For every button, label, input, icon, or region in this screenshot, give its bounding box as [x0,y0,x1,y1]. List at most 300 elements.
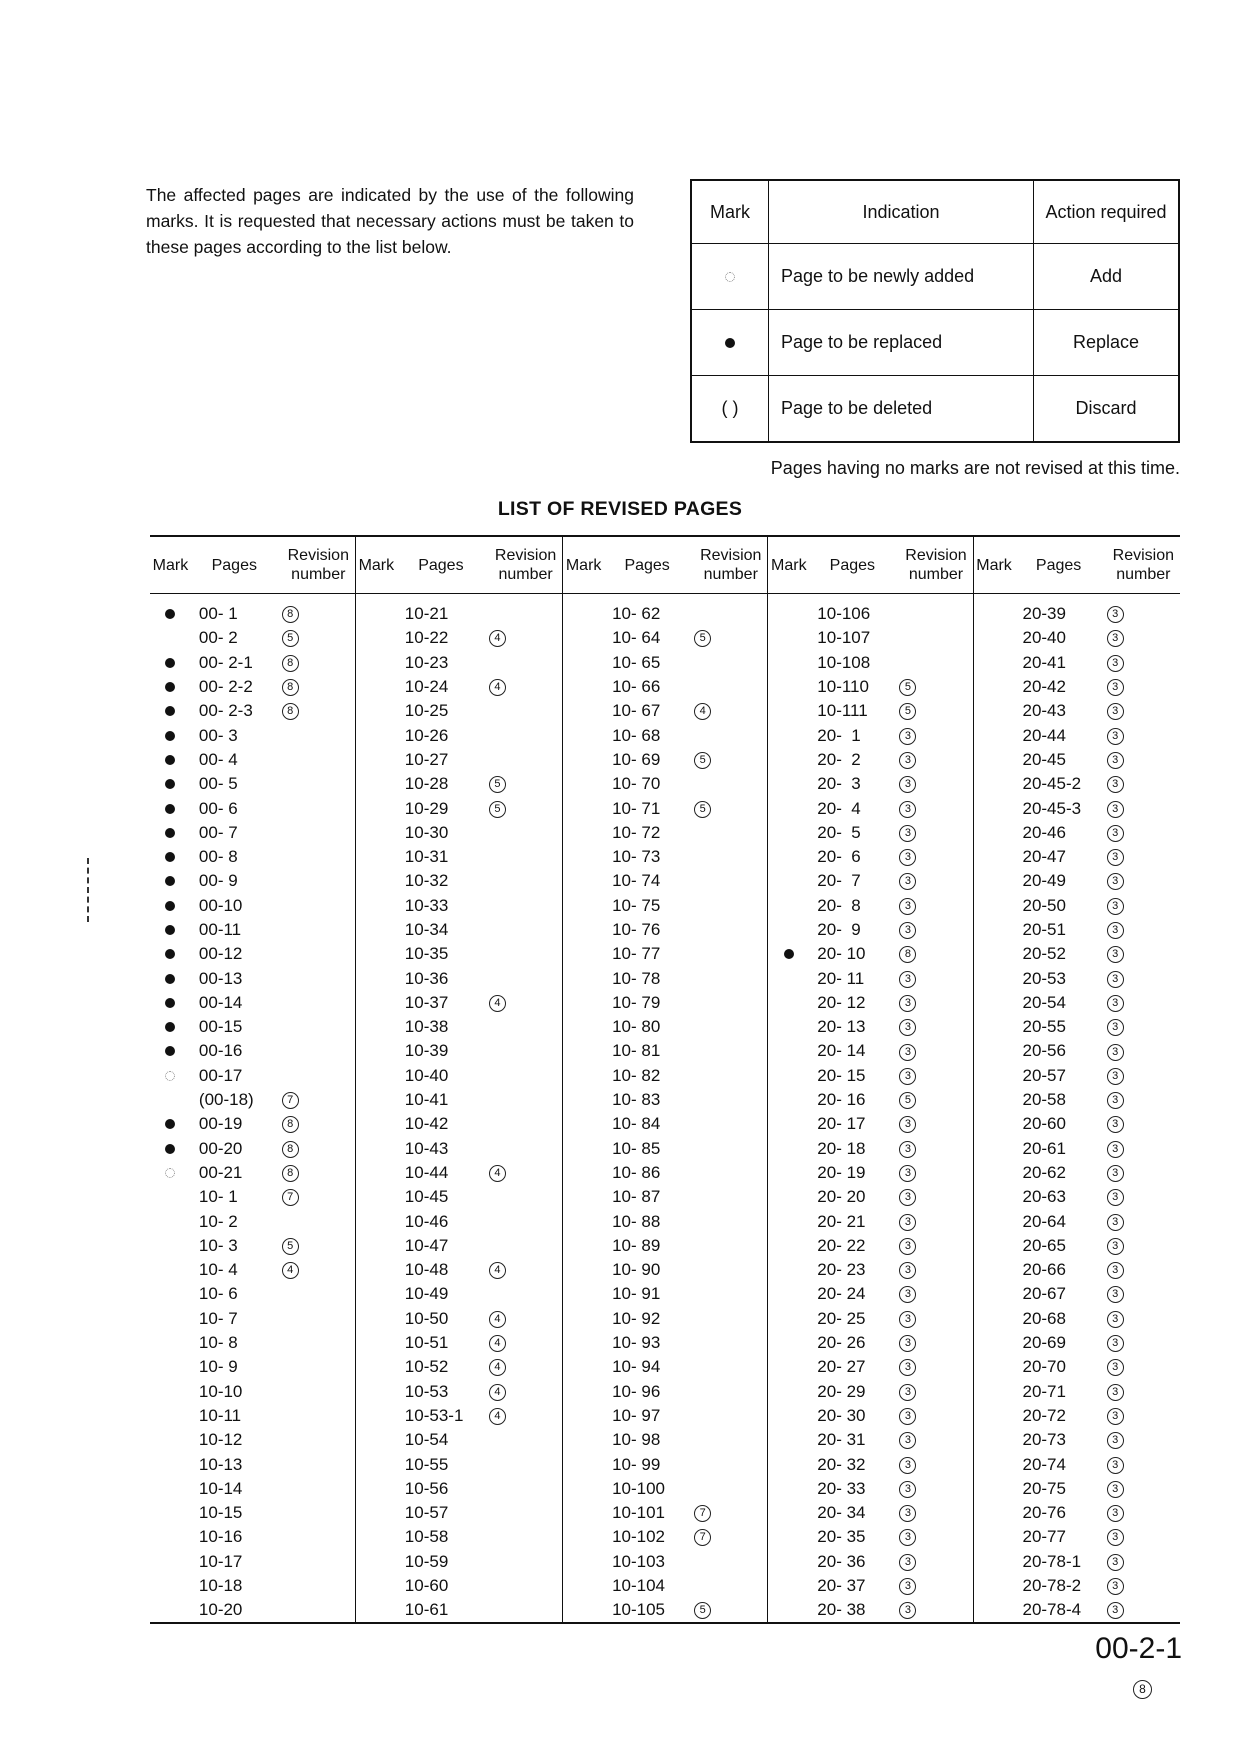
row-revision [477,1598,563,1623]
header-revision-3 [682,536,768,594]
table-row [150,1380,1180,1404]
row-revision [1095,1282,1180,1306]
row-mark [768,1355,809,1379]
row-revision [887,942,973,966]
row-revision [477,1064,563,1088]
legend-row-add [691,244,1179,310]
row-page: 10- 6 [198,1284,238,1304]
row-revision [477,1185,563,1209]
row-mark [768,1452,809,1476]
row-page: 10-14 [198,1478,243,1498]
revision-number-circle: 5 [899,679,916,696]
row-mark [150,918,191,942]
revision-number-circle: 3 [1107,1384,1124,1401]
row-mark [355,966,396,990]
row-mark [563,991,604,1015]
row-mark [150,594,191,627]
row-revision [887,869,973,893]
revision-number-circle: 3 [1107,1602,1124,1619]
row-page: 20-41 [1022,652,1066,672]
row-revision [477,1307,563,1331]
revision-number-circle: 3 [899,922,916,939]
table-row [150,1501,1180,1525]
row-mark [973,675,1014,699]
table-row [150,1258,1180,1282]
row-mark [355,1064,396,1088]
table-row [150,626,1180,650]
legend-mark-add [691,244,769,310]
row-page: 20-51 [1022,920,1066,939]
row-mark [973,1112,1014,1136]
row-revision [270,1355,356,1379]
row-revision [270,748,356,772]
row-revision [477,1088,563,1112]
row-mark [563,966,604,990]
row-mark [563,1015,604,1039]
table-row [150,991,1180,1015]
row-revision [270,1380,356,1404]
row-revision [1095,1185,1180,1209]
revision-number-circle: 3 [899,1019,916,1036]
row-page: 20- 31 [817,1430,866,1450]
header-revision-line1: Revision [287,547,349,564]
row-page: 20-65 [1022,1235,1066,1255]
row-mark [768,869,809,893]
table-row [150,1598,1180,1623]
row-mark [768,845,809,869]
header-mark-1: Mark [150,536,191,594]
row-mark [563,1064,604,1088]
row-mark [150,1477,191,1501]
revision-number-circle: 3 [1107,1481,1124,1498]
revision-number-circle: 3 [1107,776,1124,793]
row-page: 10-51 [404,1333,449,1353]
row-revision [1095,1428,1180,1452]
bullet-dot-icon [165,779,175,789]
row-revision [682,1209,768,1233]
row-mark [973,1550,1014,1574]
header-pages-5: Pages [1014,536,1094,594]
row-page: 10-26 [404,725,449,745]
row-mark [563,1258,604,1282]
row-page: 20- 34 [817,1503,866,1523]
row-revision [682,748,768,772]
header-revision-1 [270,536,356,594]
row-mark [563,1137,604,1161]
row-page: 10- 74 [612,871,661,891]
row-revision [887,845,973,869]
row-mark [150,699,191,723]
row-revision [270,821,356,845]
row-page: 20- 29 [817,1381,866,1401]
row-mark [150,1064,191,1088]
bullet-dot-icon [165,731,175,741]
row-page: 10-55 [404,1454,449,1474]
row-mark [355,942,396,966]
table-row [150,1185,1180,1209]
row-page: 10-20 [198,1600,243,1620]
row-page: 00- 8 [198,847,238,867]
hollow-circle-icon [725,272,735,282]
row-mark [563,1598,604,1623]
row-revision [1095,796,1180,820]
row-page: 20-60 [1022,1114,1066,1134]
revision-number-circle: 3 [899,801,916,818]
row-page: 10- 67 [612,701,661,721]
row-page: 10-52 [404,1357,449,1377]
row-mark [150,1234,191,1258]
row-page: 20- 33 [817,1478,866,1498]
bullet-dot-icon [165,755,175,765]
row-mark [563,845,604,869]
row-mark [355,699,396,723]
row-page: 20- 36 [817,1551,866,1571]
row-page: 20-46 [1022,822,1066,842]
row-page: 10-48 [404,1260,449,1280]
row-revision [1095,594,1180,627]
row-revision [1095,626,1180,650]
header-mark-4: Mark [768,536,809,594]
row-mark [150,1161,191,1185]
page-revision-circle: 8 [1133,1680,1152,1699]
row-mark [563,626,604,650]
row-mark [768,1088,809,1112]
row-page: 20- 14 [817,1041,866,1061]
row-page: 00-16 [198,1041,243,1061]
row-revision [477,918,563,942]
row-revision [477,1574,563,1598]
row-page: 20-52 [1022,944,1066,964]
row-mark [973,723,1014,747]
table-row [150,699,1180,723]
row-revision [270,1525,356,1549]
row-mark [355,821,396,845]
row-mark [973,942,1014,966]
row-mark [973,748,1014,772]
row-mark [355,1137,396,1161]
row-mark [355,1355,396,1379]
row-mark [355,772,396,796]
row-page: 20- 16 [817,1090,866,1110]
row-mark [150,675,191,699]
row-revision [682,1234,768,1258]
revision-number-circle: 3 [899,1286,916,1303]
revision-number-circle: 5 [694,752,711,769]
row-mark [973,1404,1014,1428]
table-row [150,869,1180,893]
row-revision [477,1428,563,1452]
row-revision [682,594,768,627]
row-page: 10-36 [404,968,449,988]
revision-number-circle: 4 [489,995,506,1012]
row-page: 20-73 [1022,1430,1066,1450]
row-page: 10-40 [404,1065,449,1085]
revision-number-circle: 3 [1107,1165,1124,1182]
row-page: 10-16 [198,1527,243,1547]
row-revision [1095,1112,1180,1136]
revision-number-circle: 3 [899,752,916,769]
row-mark [355,1112,396,1136]
row-mark [563,748,604,772]
row-revision [887,821,973,845]
row-page: 20-56 [1022,1041,1066,1061]
row-revision [682,1015,768,1039]
row-revision [477,699,563,723]
row-mark [973,1380,1014,1404]
row-revision [1095,1598,1180,1623]
table-row [150,748,1180,772]
row-mark [150,1137,191,1161]
row-revision [1095,1331,1180,1355]
header-revision-5 [1095,536,1180,594]
table-row [150,942,1180,966]
legend-row-replace [691,310,1179,376]
row-mark [563,1161,604,1185]
row-revision [887,1355,973,1379]
bullet-dot-icon [165,852,175,862]
row-revision [270,845,356,869]
row-page: 10-21 [404,604,449,624]
row-page: 20-76 [1022,1503,1066,1523]
row-revision [682,918,768,942]
row-revision [887,796,973,820]
row-page: 10- 7 [198,1308,238,1328]
row-revision [1095,1234,1180,1258]
table-row [150,1428,1180,1452]
table-row [150,918,1180,942]
row-page: 20-75 [1022,1478,1066,1498]
row-revision [1095,1404,1180,1428]
row-page: 20- 10 [817,944,866,964]
row-page: 10-56 [404,1478,449,1498]
row-mark [355,1015,396,1039]
row-mark [768,942,809,966]
row-mark [355,845,396,869]
row-revision [270,1428,356,1452]
row-page: 20- 9 [817,920,861,939]
row-revision [682,1258,768,1282]
row-page: 10-11 [198,1405,242,1425]
row-page: 10-104 [612,1576,666,1596]
revision-number-circle: 8 [282,1165,299,1182]
row-revision [682,1380,768,1404]
header-revision-line2: number [291,566,346,583]
revision-number-circle: 3 [899,849,916,866]
row-revision [887,1404,973,1428]
bullet-dot-icon [165,609,175,619]
revision-number-circle: 5 [694,801,711,818]
row-revision [887,1161,973,1185]
revision-number-circle: 4 [489,1359,506,1376]
bullet-dot-icon [165,998,175,1008]
header-mark-3: Mark [563,536,604,594]
row-revision [1095,1209,1180,1233]
row-mark [355,1404,396,1428]
legend-indication-replace: Page to be replaced [769,310,1034,376]
row-revision [270,1209,356,1233]
row-mark [768,1039,809,1063]
row-mark [563,1550,604,1574]
legend-action-replace: Replace [1034,310,1180,376]
row-mark [150,1015,191,1039]
revision-number-circle: 3 [1107,1044,1124,1061]
row-mark [973,1355,1014,1379]
revision-number-circle: 8 [282,1141,299,1158]
row-revision [682,1404,768,1428]
row-page: 20-69 [1022,1333,1066,1353]
row-mark [973,772,1014,796]
hollow-circle-icon [165,1168,175,1178]
table-row [150,1355,1180,1379]
table-row [150,1039,1180,1063]
row-mark [563,675,604,699]
row-revision [682,1525,768,1549]
row-mark [150,1209,191,1233]
row-page: 10-108 [817,652,871,672]
row-page: 20-64 [1022,1211,1066,1231]
row-mark [355,1380,396,1404]
row-revision [270,796,356,820]
row-mark [768,1015,809,1039]
row-revision [270,1161,356,1185]
revision-number-circle: 3 [899,1359,916,1376]
row-revision [887,699,973,723]
table-row [150,675,1180,699]
row-page: 10-100 [612,1478,666,1498]
revised-pages-table [150,535,1180,1624]
row-page: 00-21 [198,1162,243,1182]
legend-action-delete: Discard [1034,376,1180,443]
row-revision [477,723,563,747]
row-page: 10- 94 [612,1357,661,1377]
row-mark [973,1209,1014,1233]
row-mark [973,1331,1014,1355]
revision-number-circle: 3 [899,1189,916,1206]
row-mark [150,1112,191,1136]
row-revision [682,1137,768,1161]
row-mark [150,845,191,869]
row-revision [477,1404,563,1428]
row-page: 00- 2-1 [198,652,253,672]
row-page: 20-61 [1022,1138,1066,1158]
revision-number-circle: 3 [899,1578,916,1595]
table-row [150,1161,1180,1185]
row-mark [355,1209,396,1233]
row-revision [682,1039,768,1063]
row-page: 10-27 [404,749,449,769]
row-mark [973,1258,1014,1282]
row-revision [477,894,563,918]
row-page: 10- 90 [612,1260,661,1280]
row-page: 00-17 [198,1065,243,1085]
row-page: 10- 78 [612,968,661,988]
row-mark [768,1209,809,1233]
legend-indication-add: Page to be newly added [769,244,1034,310]
row-page: 10-47 [404,1235,449,1255]
revision-number-circle: 4 [489,1384,506,1401]
row-page: 20-70 [1022,1357,1066,1377]
row-page: 10-107 [817,628,871,648]
row-revision [270,1015,356,1039]
hollow-circle-icon [165,1071,175,1081]
row-revision [270,723,356,747]
row-page: 20-54 [1022,992,1066,1012]
row-page: 20- 27 [817,1357,866,1377]
row-revision [682,821,768,845]
row-revision [887,1501,973,1525]
legend-header-action: Action required [1034,180,1180,244]
row-revision [1095,991,1180,1015]
row-revision [477,1015,563,1039]
row-revision [682,966,768,990]
revision-number-circle: 3 [1107,1432,1124,1449]
row-mark [973,1598,1014,1623]
revision-number-circle: 3 [1107,1141,1124,1158]
row-mark [768,1112,809,1136]
header-revision-line1: Revision [1112,547,1175,564]
row-revision [682,845,768,869]
row-page: 10- 81 [612,1041,661,1061]
row-page: 20-74 [1022,1454,1066,1474]
header-revision-line1: Revision [905,547,967,564]
row-revision [682,699,768,723]
row-revision [682,626,768,650]
row-page: 20- 6 [817,847,861,867]
row-page: 10-22 [404,628,449,648]
row-page: 10- 88 [612,1211,661,1231]
row-page: 00-13 [198,968,243,988]
row-mark [768,699,809,723]
row-revision [477,1525,563,1549]
row-mark [150,1039,191,1063]
row-mark [563,1039,604,1063]
revision-number-circle: 3 [899,1602,916,1619]
row-page: 00- 2 [198,628,238,648]
revision-number-circle: 3 [1107,971,1124,988]
revision-number-circle: 3 [1107,1311,1124,1328]
table-row [150,1234,1180,1258]
row-mark [563,869,604,893]
row-page: 20- 32 [817,1454,866,1474]
header-revision-line2: number [1116,566,1171,583]
revision-number-circle: 4 [489,1311,506,1328]
row-revision [270,594,356,627]
row-page: 10- 3 [198,1235,238,1255]
row-page: 00- 2-2 [198,677,253,697]
row-mark [563,1209,604,1233]
row-mark [355,1598,396,1623]
row-page: 10- 65 [612,652,661,672]
row-mark [355,651,396,675]
row-mark [563,1331,604,1355]
revision-number-circle: 3 [1107,1554,1124,1571]
row-revision [270,991,356,1015]
row-mark [768,1380,809,1404]
row-revision [477,1234,563,1258]
row-page: 20- 20 [817,1187,866,1207]
row-mark [563,1574,604,1598]
table-row [150,966,1180,990]
row-mark [355,594,396,627]
row-mark [150,772,191,796]
row-revision [682,1574,768,1598]
table-row [150,821,1180,845]
row-mark [150,1574,191,1598]
row-revision [1095,1015,1180,1039]
row-page: 10-106 [817,604,871,624]
row-revision [1095,1161,1180,1185]
row-page: 00-12 [198,944,243,964]
